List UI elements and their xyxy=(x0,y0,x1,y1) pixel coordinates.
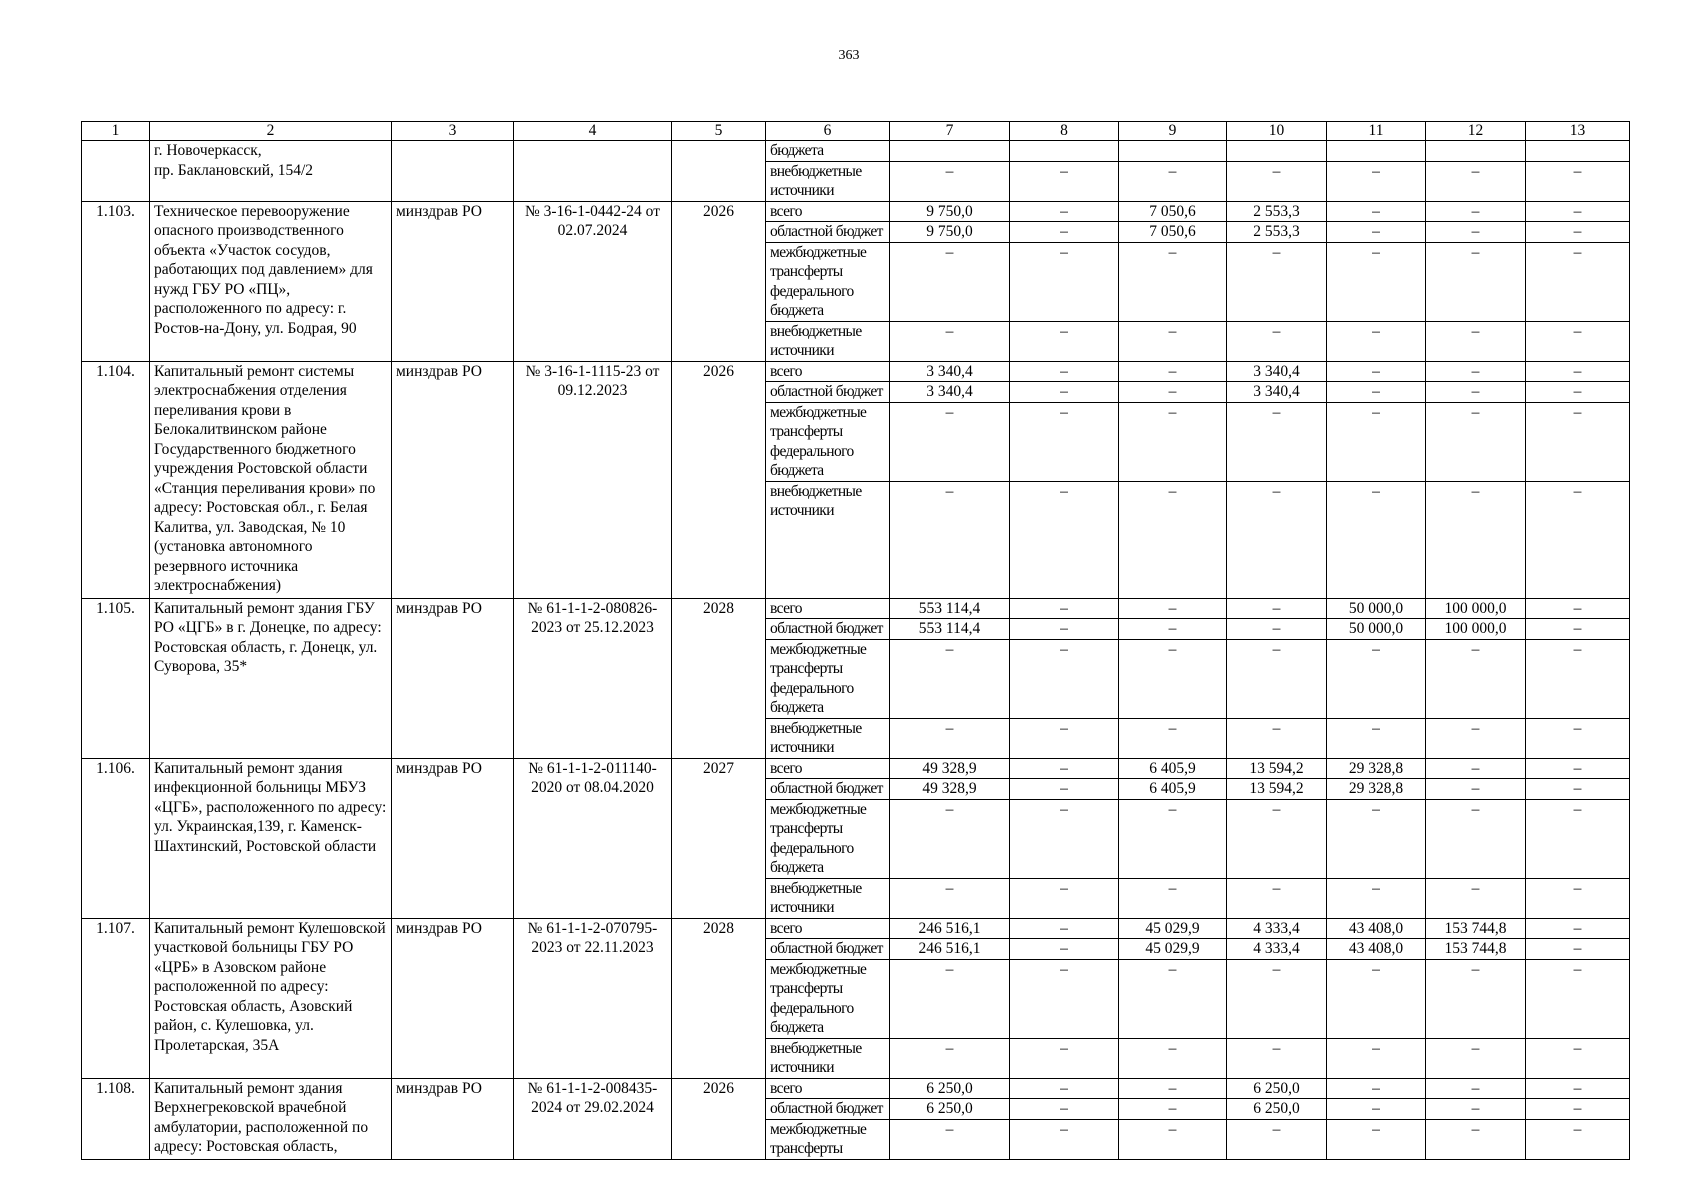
amount-col-9: 6 405,9 xyxy=(1119,758,1227,779)
amount-col-7: – xyxy=(890,878,1010,918)
amount-col-10: 2 553,3 xyxy=(1227,222,1327,243)
amount-col-11: 50 000,0 xyxy=(1327,598,1426,619)
amount-col-10: 3 340,4 xyxy=(1227,382,1327,403)
amount-col-10 xyxy=(1227,141,1327,162)
amount-col-7: 9 750,0 xyxy=(890,222,1010,243)
amount-col-12: – xyxy=(1426,201,1526,222)
amount-col-11: – xyxy=(1327,1119,1426,1159)
amount-col-12: 100 000,0 xyxy=(1426,619,1526,640)
responsible-agency xyxy=(392,141,514,202)
funding-source: внебюджетные источники xyxy=(766,1038,890,1078)
amount-col-11: – xyxy=(1327,222,1426,243)
amount-col-9: – xyxy=(1119,1078,1227,1099)
document-number: № 3-16-1-1115-23 от 09.12.2023 xyxy=(514,361,672,598)
amount-col-13: – xyxy=(1526,1038,1630,1078)
amount-col-13: – xyxy=(1526,878,1630,918)
funding-source: всего xyxy=(766,758,890,779)
amount-col-12: – xyxy=(1426,321,1526,361)
document-number: № 61-1-1-2-008435-2024 от 29.02.2024 xyxy=(514,1078,672,1159)
amount-col-11: – xyxy=(1327,639,1426,718)
amount-col-8: – xyxy=(1010,361,1119,382)
amount-col-11: – xyxy=(1327,799,1426,878)
object-name: Капитальный ремонт здания ГБУ РО «ЦГБ» в г. Донецке, по адресу: Ростовская область, г. Донецк, ул. Суворова, 35* xyxy=(150,598,392,758)
row-number: 1.106. xyxy=(82,758,150,918)
amount-col-12: – xyxy=(1426,758,1526,779)
amount-col-11: – xyxy=(1327,382,1426,403)
amount-col-8: – xyxy=(1010,758,1119,779)
amount-col-7: 553 114,4 xyxy=(890,619,1010,640)
row-number xyxy=(82,141,150,202)
column-header-5: 5 xyxy=(672,122,766,141)
column-header-4: 4 xyxy=(514,122,672,141)
amount-col-7: – xyxy=(890,718,1010,758)
amount-col-10: – xyxy=(1227,321,1327,361)
column-header-12: 12 xyxy=(1426,122,1526,141)
funding-source: межбюджетные трансферты федерального бюджета xyxy=(766,959,890,1038)
funding-source: всего xyxy=(766,918,890,939)
row-number: 1.108. xyxy=(82,1078,150,1159)
amount-col-13: – xyxy=(1526,619,1630,640)
amount-col-13: – xyxy=(1526,321,1630,361)
amount-col-8: – xyxy=(1010,598,1119,619)
object-name: Капитальный ремонт здания инфекционной больницы МБУЗ «ЦГБ», расположенного по адресу: ул. Украинская,139, г. Каменск-Шахтинский, Ростовской области xyxy=(150,758,392,918)
amount-col-9: – xyxy=(1119,639,1227,718)
amount-col-11: – xyxy=(1327,718,1426,758)
amount-col-8: – xyxy=(1010,959,1119,1038)
responsible-agency: минздрав РО xyxy=(392,361,514,598)
amount-col-9: – xyxy=(1119,598,1227,619)
responsible-agency: минздрав РО xyxy=(392,758,514,918)
amount-col-7: – xyxy=(890,321,1010,361)
object-name: Техническое перевооружение опасного производственного объекта «Участок сосудов, работающих под давлением» для нужд ГБУ РО «ПЦ», расположенного по адресу: г. Ростов-на-Дону, ул. Бодрая, 90 xyxy=(150,201,392,361)
amount-col-11: – xyxy=(1327,481,1426,598)
funding-source: областной бюджет xyxy=(766,382,890,403)
document-number xyxy=(514,141,672,202)
funding-source: всего xyxy=(766,598,890,619)
amount-col-9: 7 050,6 xyxy=(1119,222,1227,243)
amount-col-13: – xyxy=(1526,918,1630,939)
amount-col-12: – xyxy=(1426,639,1526,718)
amount-col-8: – xyxy=(1010,799,1119,878)
completion-year: 2026 xyxy=(672,201,766,361)
completion-year: 2026 xyxy=(672,361,766,598)
amount-col-11 xyxy=(1327,141,1426,162)
amount-col-13: – xyxy=(1526,222,1630,243)
table-row xyxy=(82,1078,1630,1099)
amount-col-11: 29 328,8 xyxy=(1327,758,1426,779)
amount-col-9: – xyxy=(1119,321,1227,361)
amount-col-12: – xyxy=(1426,1119,1526,1159)
column-header-6: 6 xyxy=(766,122,890,141)
column-header-3: 3 xyxy=(392,122,514,141)
funding-source: межбюджетные трансферты федерального бюджета xyxy=(766,639,890,718)
amount-col-13: – xyxy=(1526,382,1630,403)
responsible-agency: минздрав РО xyxy=(392,918,514,1078)
funding-source: межбюджетные трансферты федерального бюджета xyxy=(766,402,890,481)
amount-col-12: – xyxy=(1426,161,1526,201)
amount-col-7: 246 516,1 xyxy=(890,939,1010,960)
responsible-agency: минздрав РО xyxy=(392,201,514,361)
amount-col-9: – xyxy=(1119,481,1227,598)
funding-source: всего xyxy=(766,361,890,382)
column-header-8: 8 xyxy=(1010,122,1119,141)
amount-col-12: – xyxy=(1426,1078,1526,1099)
responsible-agency: минздрав РО xyxy=(392,1078,514,1159)
amount-col-9: – xyxy=(1119,1119,1227,1159)
amount-col-12: – xyxy=(1426,481,1526,598)
amount-col-7: 246 516,1 xyxy=(890,918,1010,939)
funding-source: областной бюджет xyxy=(766,619,890,640)
amount-col-7: 6 250,0 xyxy=(890,1099,1010,1120)
amount-col-11: – xyxy=(1327,1099,1426,1120)
amount-col-10: 6 250,0 xyxy=(1227,1099,1327,1120)
funding-source: всего xyxy=(766,1078,890,1099)
amount-col-12: – xyxy=(1426,402,1526,481)
table-row xyxy=(82,758,1630,779)
amount-col-11: – xyxy=(1327,1038,1426,1078)
amount-col-11: 43 408,0 xyxy=(1327,939,1426,960)
amount-col-7: 3 340,4 xyxy=(890,382,1010,403)
amount-col-8: – xyxy=(1010,1099,1119,1120)
column-header-9: 9 xyxy=(1119,122,1227,141)
amount-col-11: – xyxy=(1327,361,1426,382)
amount-col-8: – xyxy=(1010,718,1119,758)
amount-col-7: 3 340,4 xyxy=(890,361,1010,382)
amount-col-12: – xyxy=(1426,1099,1526,1120)
amount-col-13: – xyxy=(1526,201,1630,222)
completion-year: 2026 xyxy=(672,1078,766,1159)
object-name: г. Новочеркасск, пр. Баклановский, 154/2 xyxy=(150,141,392,202)
amount-col-12: 153 744,8 xyxy=(1426,939,1526,960)
amount-col-8: – xyxy=(1010,321,1119,361)
amount-col-9: – xyxy=(1119,619,1227,640)
amount-col-10: 3 340,4 xyxy=(1227,361,1327,382)
funding-source: областной бюджет xyxy=(766,1099,890,1120)
document-number: № 61-1-1-2-080826-2023 от 25.12.2023 xyxy=(514,598,672,758)
amount-col-8: – xyxy=(1010,639,1119,718)
column-header-13: 13 xyxy=(1526,122,1630,141)
amount-col-9: – xyxy=(1119,1099,1227,1120)
amount-col-7: – xyxy=(890,799,1010,878)
amount-col-7: – xyxy=(890,1038,1010,1078)
amount-col-12: – xyxy=(1426,959,1526,1038)
amount-col-11: 29 328,8 xyxy=(1327,779,1426,800)
amount-col-10: 4 333,4 xyxy=(1227,918,1327,939)
amount-col-10: – xyxy=(1227,481,1327,598)
amount-col-9: 45 029,9 xyxy=(1119,918,1227,939)
column-header-2: 2 xyxy=(150,122,392,141)
funding-source: областной бюджет xyxy=(766,222,890,243)
table-row xyxy=(82,598,1630,619)
amount-col-8: – xyxy=(1010,779,1119,800)
amount-col-10: – xyxy=(1227,639,1327,718)
completion-year: 2028 xyxy=(672,598,766,758)
amount-col-7: – xyxy=(890,481,1010,598)
amount-col-7: 49 328,9 xyxy=(890,758,1010,779)
amount-col-7: – xyxy=(890,639,1010,718)
amount-col-10: – xyxy=(1227,242,1327,321)
amount-col-8: – xyxy=(1010,1078,1119,1099)
amount-col-11: – xyxy=(1327,201,1426,222)
funding-source: межбюджетные трансферты xyxy=(766,1119,890,1159)
amount-col-10: – xyxy=(1227,598,1327,619)
amount-col-9: – xyxy=(1119,361,1227,382)
amount-col-13: – xyxy=(1526,959,1630,1038)
amount-col-13: – xyxy=(1526,639,1630,718)
object-name: Капитальный ремонт здания Верхнегрековской врачебной амбулатории, расположенной по адресу: Ростовская область, xyxy=(150,1078,392,1159)
amount-col-8: – xyxy=(1010,481,1119,598)
amount-col-9: – xyxy=(1119,1038,1227,1078)
amount-col-10: – xyxy=(1227,161,1327,201)
amount-col-10: 6 250,0 xyxy=(1227,1078,1327,1099)
amount-col-11: – xyxy=(1327,402,1426,481)
amount-col-10: 13 594,2 xyxy=(1227,758,1327,779)
amount-col-8: – xyxy=(1010,918,1119,939)
object-name: Капитальный ремонт системы электроснабжения отделения переливания крови в Белокалитвинском районе Государственного бюджетного учреждения Ростовской области «Станция переливания крови» по адресу: Ростовская обл., г. Белая Калитва, ул. Заводская, № 10 (установка автономного резервного источника электроснабжения) xyxy=(150,361,392,598)
amount-col-9: – xyxy=(1119,161,1227,201)
amount-col-9: – xyxy=(1119,382,1227,403)
funding-source: внебюджетные источники xyxy=(766,321,890,361)
document-number: № 61-1-1-2-070795-2023 от 22.11.2023 xyxy=(514,918,672,1078)
amount-col-10: – xyxy=(1227,959,1327,1038)
amount-col-13: – xyxy=(1526,718,1630,758)
column-header-7: 7 xyxy=(890,122,1010,141)
amount-col-12: – xyxy=(1426,718,1526,758)
column-header-11: 11 xyxy=(1327,122,1426,141)
amount-col-10: – xyxy=(1227,619,1327,640)
amount-col-13: – xyxy=(1526,939,1630,960)
amount-col-13: – xyxy=(1526,161,1630,201)
amount-col-9: 7 050,6 xyxy=(1119,201,1227,222)
amount-col-7: 6 250,0 xyxy=(890,1078,1010,1099)
amount-col-10: – xyxy=(1227,402,1327,481)
amount-col-11: – xyxy=(1327,959,1426,1038)
amount-col-8: – xyxy=(1010,878,1119,918)
amount-col-13 xyxy=(1526,141,1630,162)
amount-col-7: – xyxy=(890,1119,1010,1159)
funding-source: всего xyxy=(766,201,890,222)
amount-col-10: – xyxy=(1227,1038,1327,1078)
amount-col-12: – xyxy=(1426,1038,1526,1078)
amount-col-12: – xyxy=(1426,779,1526,800)
amount-col-8 xyxy=(1010,141,1119,162)
amount-col-13: – xyxy=(1526,1099,1630,1120)
funding-source: областной бюджет xyxy=(766,939,890,960)
amount-col-13: – xyxy=(1526,1078,1630,1099)
amount-col-11: 50 000,0 xyxy=(1327,619,1426,640)
object-name: Капитальный ремонт Кулешовской участковой больницы ГБУ РО «ЦРБ» в Азовском районе расположенной по адресу: Ростовская область, Азовский район, с. Кулешовка, ул. Пролетарская, 35А xyxy=(150,918,392,1078)
completion-year xyxy=(672,141,766,202)
amount-col-10: 2 553,3 xyxy=(1227,201,1327,222)
amount-col-8: – xyxy=(1010,242,1119,321)
amount-col-11: – xyxy=(1327,878,1426,918)
amount-col-13: – xyxy=(1526,242,1630,321)
amount-col-12 xyxy=(1426,141,1526,162)
amount-col-9 xyxy=(1119,141,1227,162)
amount-col-11: – xyxy=(1327,1078,1426,1099)
amount-col-7 xyxy=(890,141,1010,162)
amount-col-11: – xyxy=(1327,161,1426,201)
funding-source: внебюджетные источники xyxy=(766,161,890,201)
amount-col-7: 553 114,4 xyxy=(890,598,1010,619)
amount-col-12: 100 000,0 xyxy=(1426,598,1526,619)
amount-col-11: 43 408,0 xyxy=(1327,918,1426,939)
amount-col-9: – xyxy=(1119,959,1227,1038)
amount-col-10: 4 333,4 xyxy=(1227,939,1327,960)
amount-col-9: – xyxy=(1119,878,1227,918)
completion-year: 2028 xyxy=(672,918,766,1078)
amount-col-7: 49 328,9 xyxy=(890,779,1010,800)
amount-col-8: – xyxy=(1010,939,1119,960)
amount-col-9: 6 405,9 xyxy=(1119,779,1227,800)
column-header-row xyxy=(82,122,1630,141)
budget-table xyxy=(81,121,1630,1160)
amount-col-7: – xyxy=(890,402,1010,481)
funding-source: внебюджетные источники xyxy=(766,481,890,598)
funding-source: внебюджетные источники xyxy=(766,718,890,758)
row-number: 1.103. xyxy=(82,201,150,361)
funding-source: межбюджетные трансферты федерального бюджета xyxy=(766,242,890,321)
amount-col-13: – xyxy=(1526,402,1630,481)
amount-col-8: – xyxy=(1010,1038,1119,1078)
row-number: 1.105. xyxy=(82,598,150,758)
table-row xyxy=(82,141,1630,162)
funding-source: бюджета xyxy=(766,141,890,162)
amount-col-13: – xyxy=(1526,779,1630,800)
amount-col-10: – xyxy=(1227,799,1327,878)
page-number: 363 xyxy=(838,48,860,63)
amount-col-8: – xyxy=(1010,161,1119,201)
amount-col-13: – xyxy=(1526,481,1630,598)
amount-col-8: – xyxy=(1010,1119,1119,1159)
column-header-1: 1 xyxy=(82,122,150,141)
amount-col-10: 13 594,2 xyxy=(1227,779,1327,800)
completion-year: 2027 xyxy=(672,758,766,918)
amount-col-8: – xyxy=(1010,222,1119,243)
amount-col-7: – xyxy=(890,242,1010,321)
amount-col-13: – xyxy=(1526,1119,1630,1159)
amount-col-11: – xyxy=(1327,321,1426,361)
amount-col-10: – xyxy=(1227,1119,1327,1159)
funding-source: областной бюджет xyxy=(766,779,890,800)
amount-col-13: – xyxy=(1526,598,1630,619)
amount-col-8: – xyxy=(1010,382,1119,403)
amount-col-11: – xyxy=(1327,242,1426,321)
amount-col-9: – xyxy=(1119,799,1227,878)
amount-col-9: – xyxy=(1119,402,1227,481)
amount-col-12: – xyxy=(1426,382,1526,403)
amount-col-9: 45 029,9 xyxy=(1119,939,1227,960)
amount-col-9: – xyxy=(1119,242,1227,321)
amount-col-13: – xyxy=(1526,758,1630,779)
funding-source: внебюджетные источники xyxy=(766,878,890,918)
amount-col-8: – xyxy=(1010,619,1119,640)
document-number: № 61-1-1-2-011140-2020 от 08.04.2020 xyxy=(514,758,672,918)
row-number: 1.104. xyxy=(82,361,150,598)
amount-col-9: – xyxy=(1119,718,1227,758)
amount-col-12: – xyxy=(1426,878,1526,918)
amount-col-7: – xyxy=(890,959,1010,1038)
amount-col-10: – xyxy=(1227,878,1327,918)
amount-col-12: 153 744,8 xyxy=(1426,918,1526,939)
funding-source: межбюджетные трансферты федерального бюджета xyxy=(766,799,890,878)
row-number: 1.107. xyxy=(82,918,150,1078)
amount-col-8: – xyxy=(1010,402,1119,481)
amount-col-8: – xyxy=(1010,201,1119,222)
document-number: № 3-16-1-0442-24 от 02.07.2024 xyxy=(514,201,672,361)
amount-col-12: – xyxy=(1426,222,1526,243)
amount-col-13: – xyxy=(1526,361,1630,382)
table-row xyxy=(82,918,1630,939)
table-body xyxy=(82,141,1630,1160)
table-row xyxy=(82,201,1630,222)
amount-col-12: – xyxy=(1426,242,1526,321)
amount-col-13: – xyxy=(1526,799,1630,878)
responsible-agency: минздрав РО xyxy=(392,598,514,758)
amount-col-12: – xyxy=(1426,799,1526,878)
amount-col-7: – xyxy=(890,161,1010,201)
column-header-10: 10 xyxy=(1227,122,1327,141)
amount-col-12: – xyxy=(1426,361,1526,382)
amount-col-7: 9 750,0 xyxy=(890,201,1010,222)
amount-col-10: – xyxy=(1227,718,1327,758)
table-row xyxy=(82,361,1630,382)
